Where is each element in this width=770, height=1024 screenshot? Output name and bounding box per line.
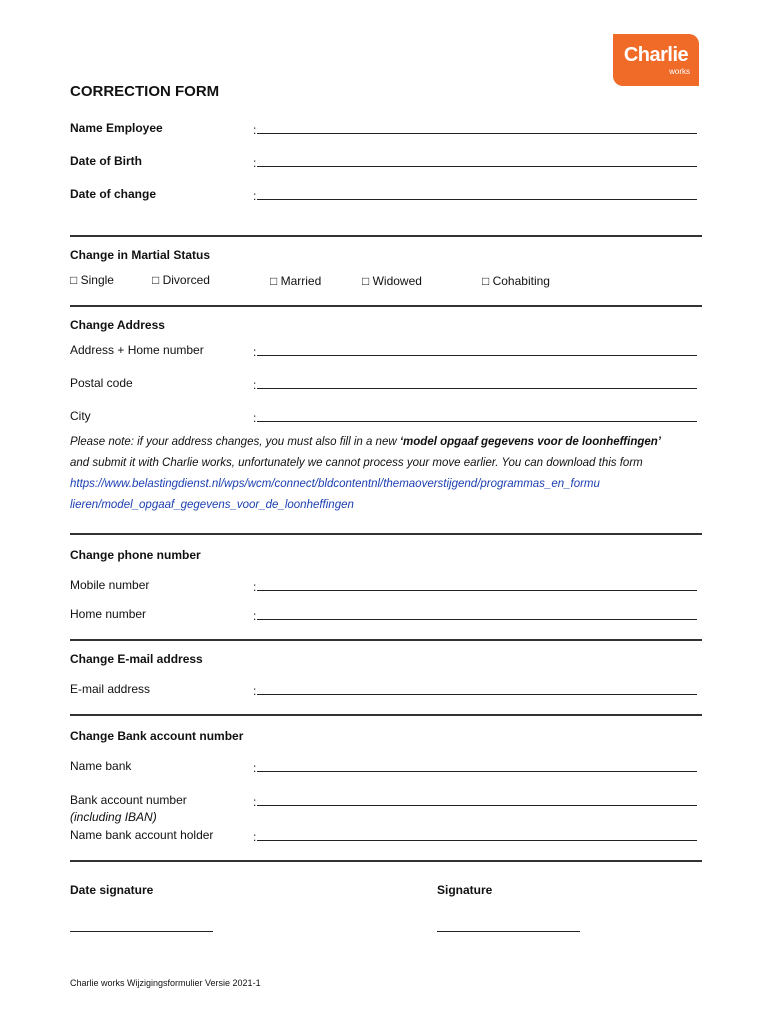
date-of-birth-label: Date of Birth (70, 154, 142, 168)
bank-account-label: Bank account number (70, 793, 187, 807)
email-field[interactable]: : (253, 682, 697, 698)
date-of-birth-field[interactable]: : (253, 154, 697, 170)
mobile-number-label: Mobile number (70, 578, 150, 592)
email-label: E-mail address (70, 682, 151, 696)
change-address-heading: Change Address (70, 318, 165, 332)
postal-code-label: Postal code (70, 376, 133, 390)
checkbox-icon: □ (70, 273, 78, 287)
checkbox-married[interactable]: □ Married (270, 274, 322, 288)
change-bank-heading: Change Bank account number (70, 729, 244, 743)
city-field[interactable]: : (253, 409, 697, 425)
signature-field[interactable] (437, 931, 580, 932)
checkbox-single[interactable]: □ Single (70, 273, 114, 287)
logo-subtext: works (669, 67, 690, 76)
download-link-continued[interactable]: lieren/model_opgaaf_gegevens_voor_de_loonheffingen (70, 499, 354, 511)
address-label: Address + Home number (70, 343, 204, 357)
name-employee-field[interactable]: : (253, 121, 697, 137)
checkbox-divorced[interactable]: □ Divorced (152, 273, 210, 287)
name-bank-label: Name bank (70, 759, 132, 773)
name-employee-label: Name Employee (70, 121, 163, 135)
divider (70, 860, 702, 862)
date-signature-field[interactable] (70, 931, 213, 932)
checkbox-icon: □ (152, 273, 160, 287)
checkbox-icon: □ (362, 274, 370, 288)
divider (70, 533, 702, 535)
checkbox-cohabiting[interactable]: □ Cohabiting (482, 274, 550, 288)
iban-label: (including IBAN) (70, 810, 157, 824)
address-note: Please note: if your address changes, you must also fill in a new ‘model opgaaf gegevens voor de loonheffingen’ and submit it with Charlie works, unfortunately we cannot process your move earlier. You can download this form https://www.belastingdienst.nl/wps/wcm/connect/bldcontentnl/themaoverstijgend/programmas_en_formu lieren/model_opgaaf_gegevens_voor_de_loonheffingen (70, 432, 730, 516)
checkbox-icon: □ (482, 274, 490, 288)
divider (70, 305, 702, 307)
date-signature-label: Date signature (70, 883, 154, 897)
city-label: City (70, 409, 91, 423)
name-bank-field[interactable]: : (253, 759, 697, 775)
bank-account-field[interactable]: : (253, 793, 697, 809)
home-number-field[interactable]: : (253, 607, 697, 623)
change-email-heading: Change E-mail address (70, 652, 203, 666)
home-number-label: Home number (70, 607, 147, 621)
address-field[interactable]: : (253, 343, 697, 359)
marital-status-heading: Change in Martial Status (70, 248, 211, 262)
download-link[interactable]: https://www.belastingdienst.nl/wps/wcm/connect/bldcontentnl/themaoverstijgend/programmas_en_formu (70, 478, 600, 490)
signature-label: Signature (437, 883, 493, 897)
charlie-logo (613, 34, 699, 86)
divider (70, 235, 702, 237)
divider (70, 639, 702, 641)
checkbox-icon: □ (270, 274, 278, 288)
account-holder-field[interactable]: : (253, 828, 697, 844)
account-holder-label: Name bank account holder (70, 828, 214, 842)
date-of-change-label: Date of change (70, 187, 157, 201)
change-phone-heading: Change phone number (70, 548, 201, 562)
logo-text: Charlie (623, 44, 689, 66)
postal-code-field[interactable]: : (253, 376, 697, 392)
date-of-change-field[interactable]: : (253, 187, 697, 203)
checkbox-widowed[interactable]: □ Widowed (362, 274, 422, 288)
footer-version: Charlie works Wijzigingsformulier Versie 2021-1 (70, 978, 261, 988)
mobile-number-field[interactable]: : (253, 578, 697, 594)
form-title: CORRECTION FORM (70, 83, 220, 100)
divider (70, 714, 702, 716)
